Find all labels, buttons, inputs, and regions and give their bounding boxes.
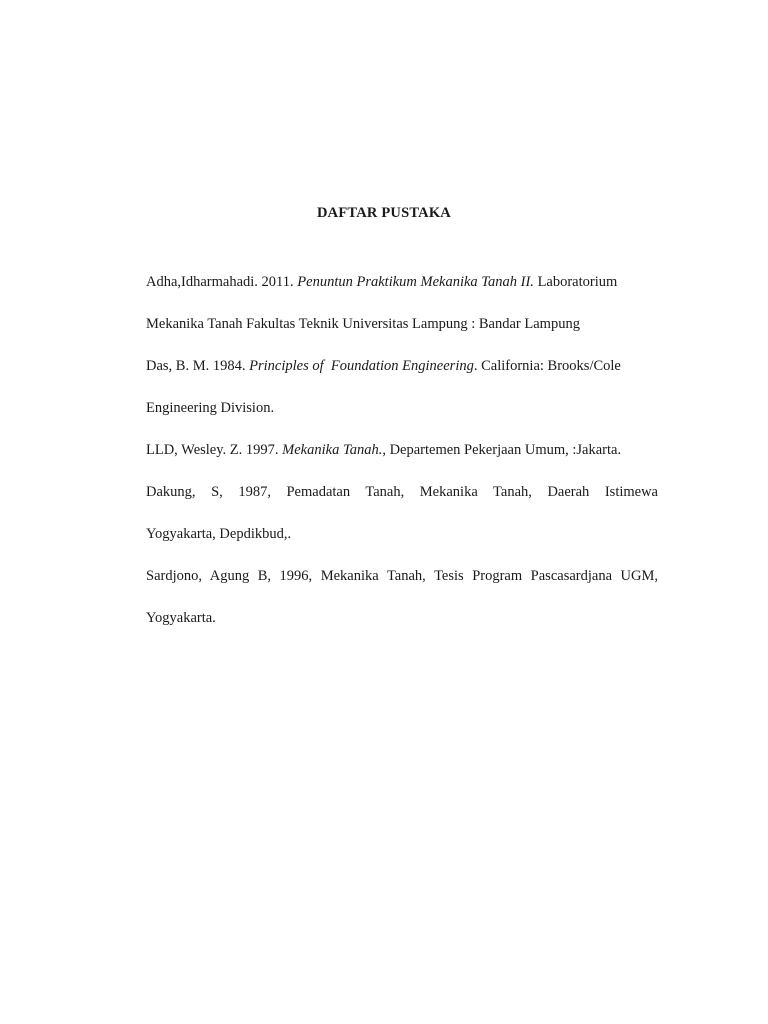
reference-continuation: Engineering Division. xyxy=(146,400,275,416)
reference-author-year: LLD, Wesley. Z. 1997. xyxy=(146,442,283,458)
reference-item-sardjono xyxy=(146,555,658,639)
page-title: DAFTAR PUSTAKA xyxy=(317,205,451,221)
reference-item-das xyxy=(146,345,658,429)
reference-publisher: Laboratorium xyxy=(533,274,618,290)
reference-line: Sardjono, Agung B, 1996, Mekanika Tanah, Tesis Program Pascasardjana UGM, xyxy=(146,568,658,584)
reference-line xyxy=(146,345,658,387)
reference-item-lld xyxy=(146,429,658,471)
reference-line xyxy=(146,261,658,303)
reference-publisher: . California: Brooks/Cole xyxy=(473,358,621,374)
reference-item-adha xyxy=(146,261,658,345)
reference-publisher: , Departemen Pekerjaan Umum, :Jakarta. xyxy=(382,442,622,458)
reference-title: Principles of Foundation Engineering xyxy=(249,358,474,374)
reference-title: Mekanika Tanah. xyxy=(282,442,383,458)
reference-author-year: Das, B. M. 1984. xyxy=(146,358,250,374)
reference-line xyxy=(146,429,658,471)
reference-continuation: Yogyakarta. xyxy=(146,610,216,626)
reference-continuation: Yogyakarta, Depdikbud,. xyxy=(146,526,292,542)
reference-continuation: Mekanika Tanah Fakultas Teknik Universitas Lampung : Bandar Lampung xyxy=(146,316,580,332)
reference-item-dakung xyxy=(146,471,658,555)
reference-title: Penuntun Praktikum Mekanika Tanah II. xyxy=(297,274,534,290)
reference-list xyxy=(146,261,658,639)
reference-line: Dakung, S, 1987, Pemadatan Tanah, Mekanika Tanah, Daerah Istimewa xyxy=(146,484,658,500)
reference-author-year: Adha,Idharmahadi. 2011. xyxy=(146,274,298,290)
